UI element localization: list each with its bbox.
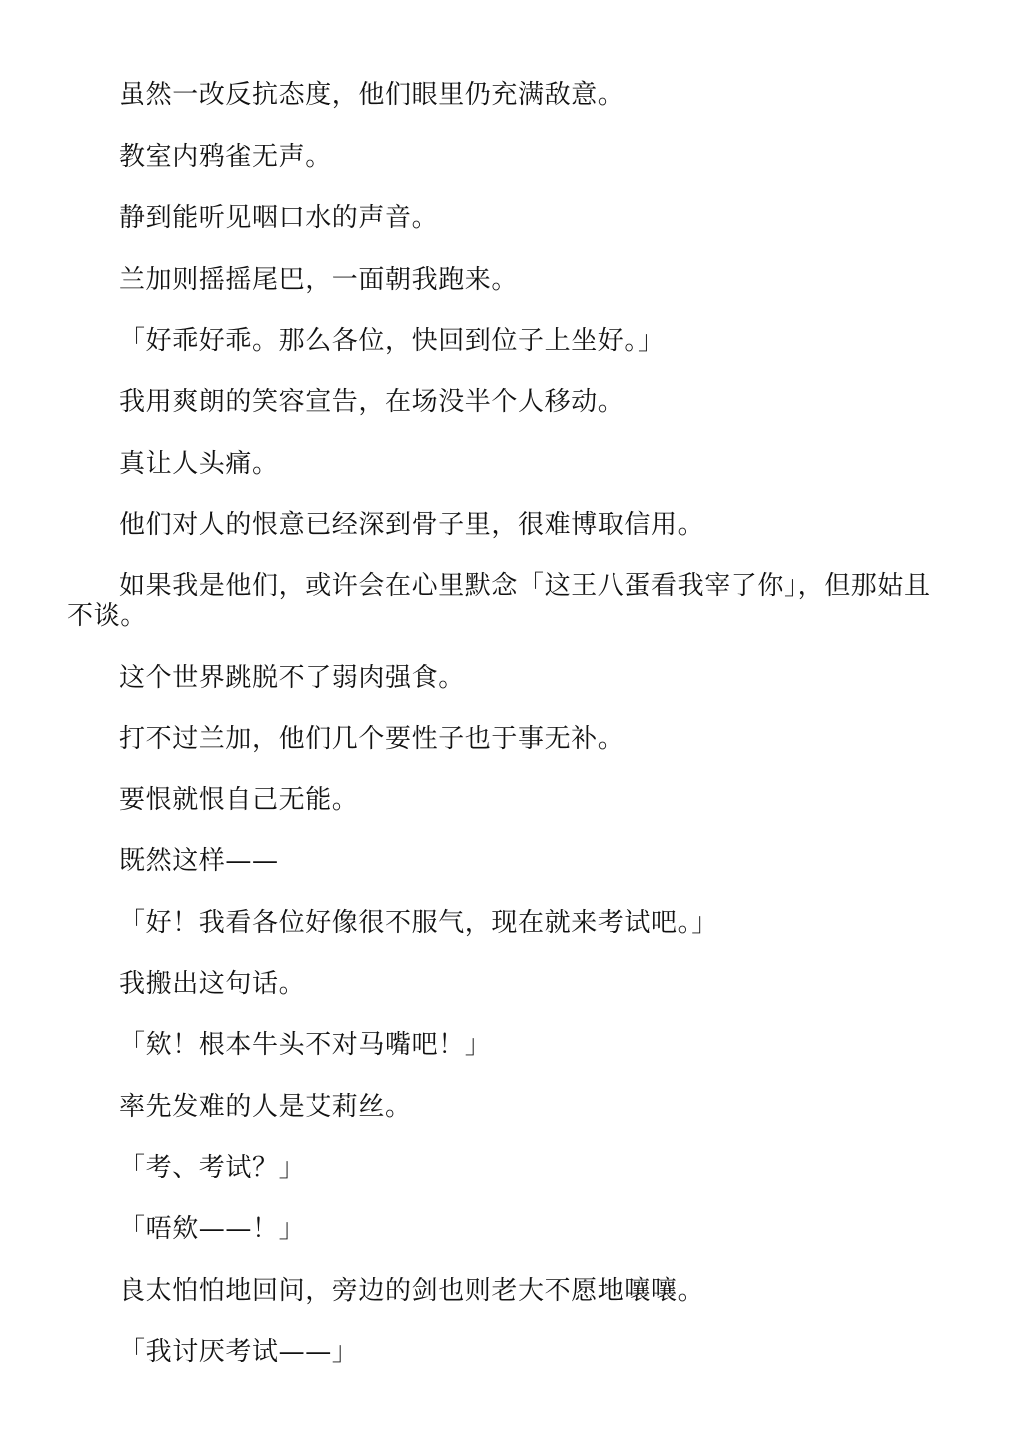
paragraph-14: 「好！我看各位好像很不服气，现在就来考试吧。」 [119,908,718,938]
paragraph-18: 「考、考试？」 [119,1153,306,1183]
paragraph-3: 静到能听见咽口水的声音。 [119,203,439,233]
paragraph-16: 「欸！根本牛头不对马嘴吧！」 [119,1030,492,1060]
paragraph-2: 教室内鸦雀无声。 [119,142,332,172]
paragraph-9: 如果我是他们，或许会在心里默念「这王八蛋看我宰了你」，但那姑且不谈。 [67,571,931,631]
paragraph-5: 「好乖好乖。那么各位，快回到位子上坐好。」 [119,326,665,356]
paragraph-13: 既然这样—— [119,846,279,876]
paragraph-1: 虽然一改反抗态度，他们眼里仍充满敌意。 [119,80,625,110]
paragraph-7: 真让人头痛。 [119,449,279,479]
paragraph-11: 打不过兰加，他们几个要性子也于事无补。 [119,724,625,754]
paragraph-4: 兰加则摇摇尾巴，一面朝我跑来。 [119,265,519,295]
paragraph-8: 他们对人的恨意已经深到骨子里，很难博取信用。 [119,510,705,540]
paragraph-17: 率先发难的人是艾莉丝。 [119,1092,412,1122]
paragraph-15: 我搬出这句话。 [119,969,306,999]
paragraph-19: 「唔欸——！」 [119,1214,306,1244]
paragraph-20: 良太怕怕地回问，旁边的剑也则老大不愿地嚷嚷。 [119,1276,705,1306]
paragraph-21: 「我讨厌考试——」 [119,1337,359,1367]
paragraph-6: 我用爽朗的笑容宣告，在场没半个人移动。 [119,387,625,417]
paragraph-10: 这个世界跳脱不了弱肉强食。 [119,663,465,693]
paragraph-12: 要恨就恨自己无能。 [119,785,359,815]
